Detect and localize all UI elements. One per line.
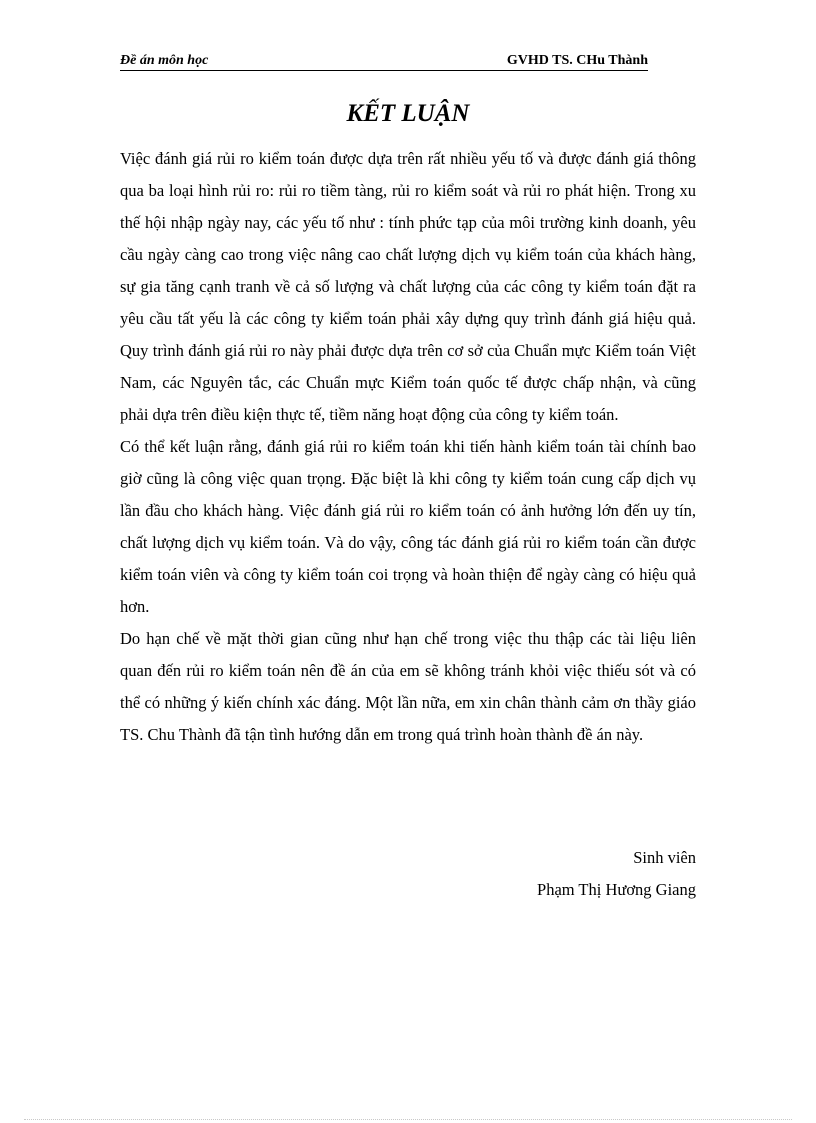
paragraph-1: Việc đánh giá rủi ro kiểm toán được dựa trên rất nhiều yếu tố và được đánh giá thông qua ba loại hình rủi ro: rủi ro tiềm tàng, rủi ro kiểm soát và rủi ro phát hiện. Trong xu thế hội nhập ngày nay, các yếu tố như : tính phức tạp của môi trường kinh doanh, yêu cầu ngày càng cao trong việc nâng cao chất lượng dịch vụ kiểm toán của khách hàng, sự gia tăng cạnh tranh về cả số lượng và chất lượng của các công ty kiểm toán đặt ra yêu cầu tất yếu là các công ty kiểm toán phải xây dựng quy trình đánh giá hiệu quả. Quy trình đánh giá rủi ro này phải được dựa trên cơ sở của Chuẩn mực Kiểm toán Việt Nam, các Nguyên tắc, các Chuẩn mực Kiểm toán quốc tế được chấp nhận, và cũng phải dựa trên điều kiện thực tế, tiềm năng hoạt động của công ty kiểm toán. [120,149,696,424]
signature-name: Phạm Thị Hương Giang [537,880,696,899]
signature-role: Sinh viên [633,848,696,867]
signature-block [420,842,696,906]
document-body [120,143,696,751]
page-bottom-divider [24,1119,792,1120]
page-header [120,52,648,71]
header-course-label: Đề án môn học [120,53,209,68]
paragraph-2: Có thể kết luận rằng, đánh giá rủi ro kiểm toán khi tiến hành kiểm toán tài chính bao giờ cũng là công việc quan trọng. Đặc biệt là khi công ty kiểm toán cung cấp dịch vụ lần đầu cho khách hàng. Việc đánh giá rủi ro kiểm toán có ảnh hưởng lớn đến uy tín, chất lượng dịch vụ kiểm toán. Và do vậy, công tác đánh giá rủi ro kiểm toán cần được kiểm toán viên và công ty kiểm toán coi trọng và hoàn thiện để ngày càng có hiệu quả hơn. [120,437,696,616]
header-supervisor-label: GVHD TS. CHu Thành [506,53,648,68]
page-title: KẾT LUẬN [346,100,470,127]
paragraph-3: Do hạn chế về mặt thời gian cũng như hạn chế trong việc thu thập các tài liệu liên quan đến rủi ro kiểm toán nên đề án của em sẽ không tránh khỏi việc thiếu sót và có thể có những ý kiến chính xác đáng. Một lần nữa, em xin chân thành cảm ơn thầy giáo TS. Chu Thành đã tận tình hướng dẫn em trong quá trình hoàn thành đề án này. [120,629,696,744]
